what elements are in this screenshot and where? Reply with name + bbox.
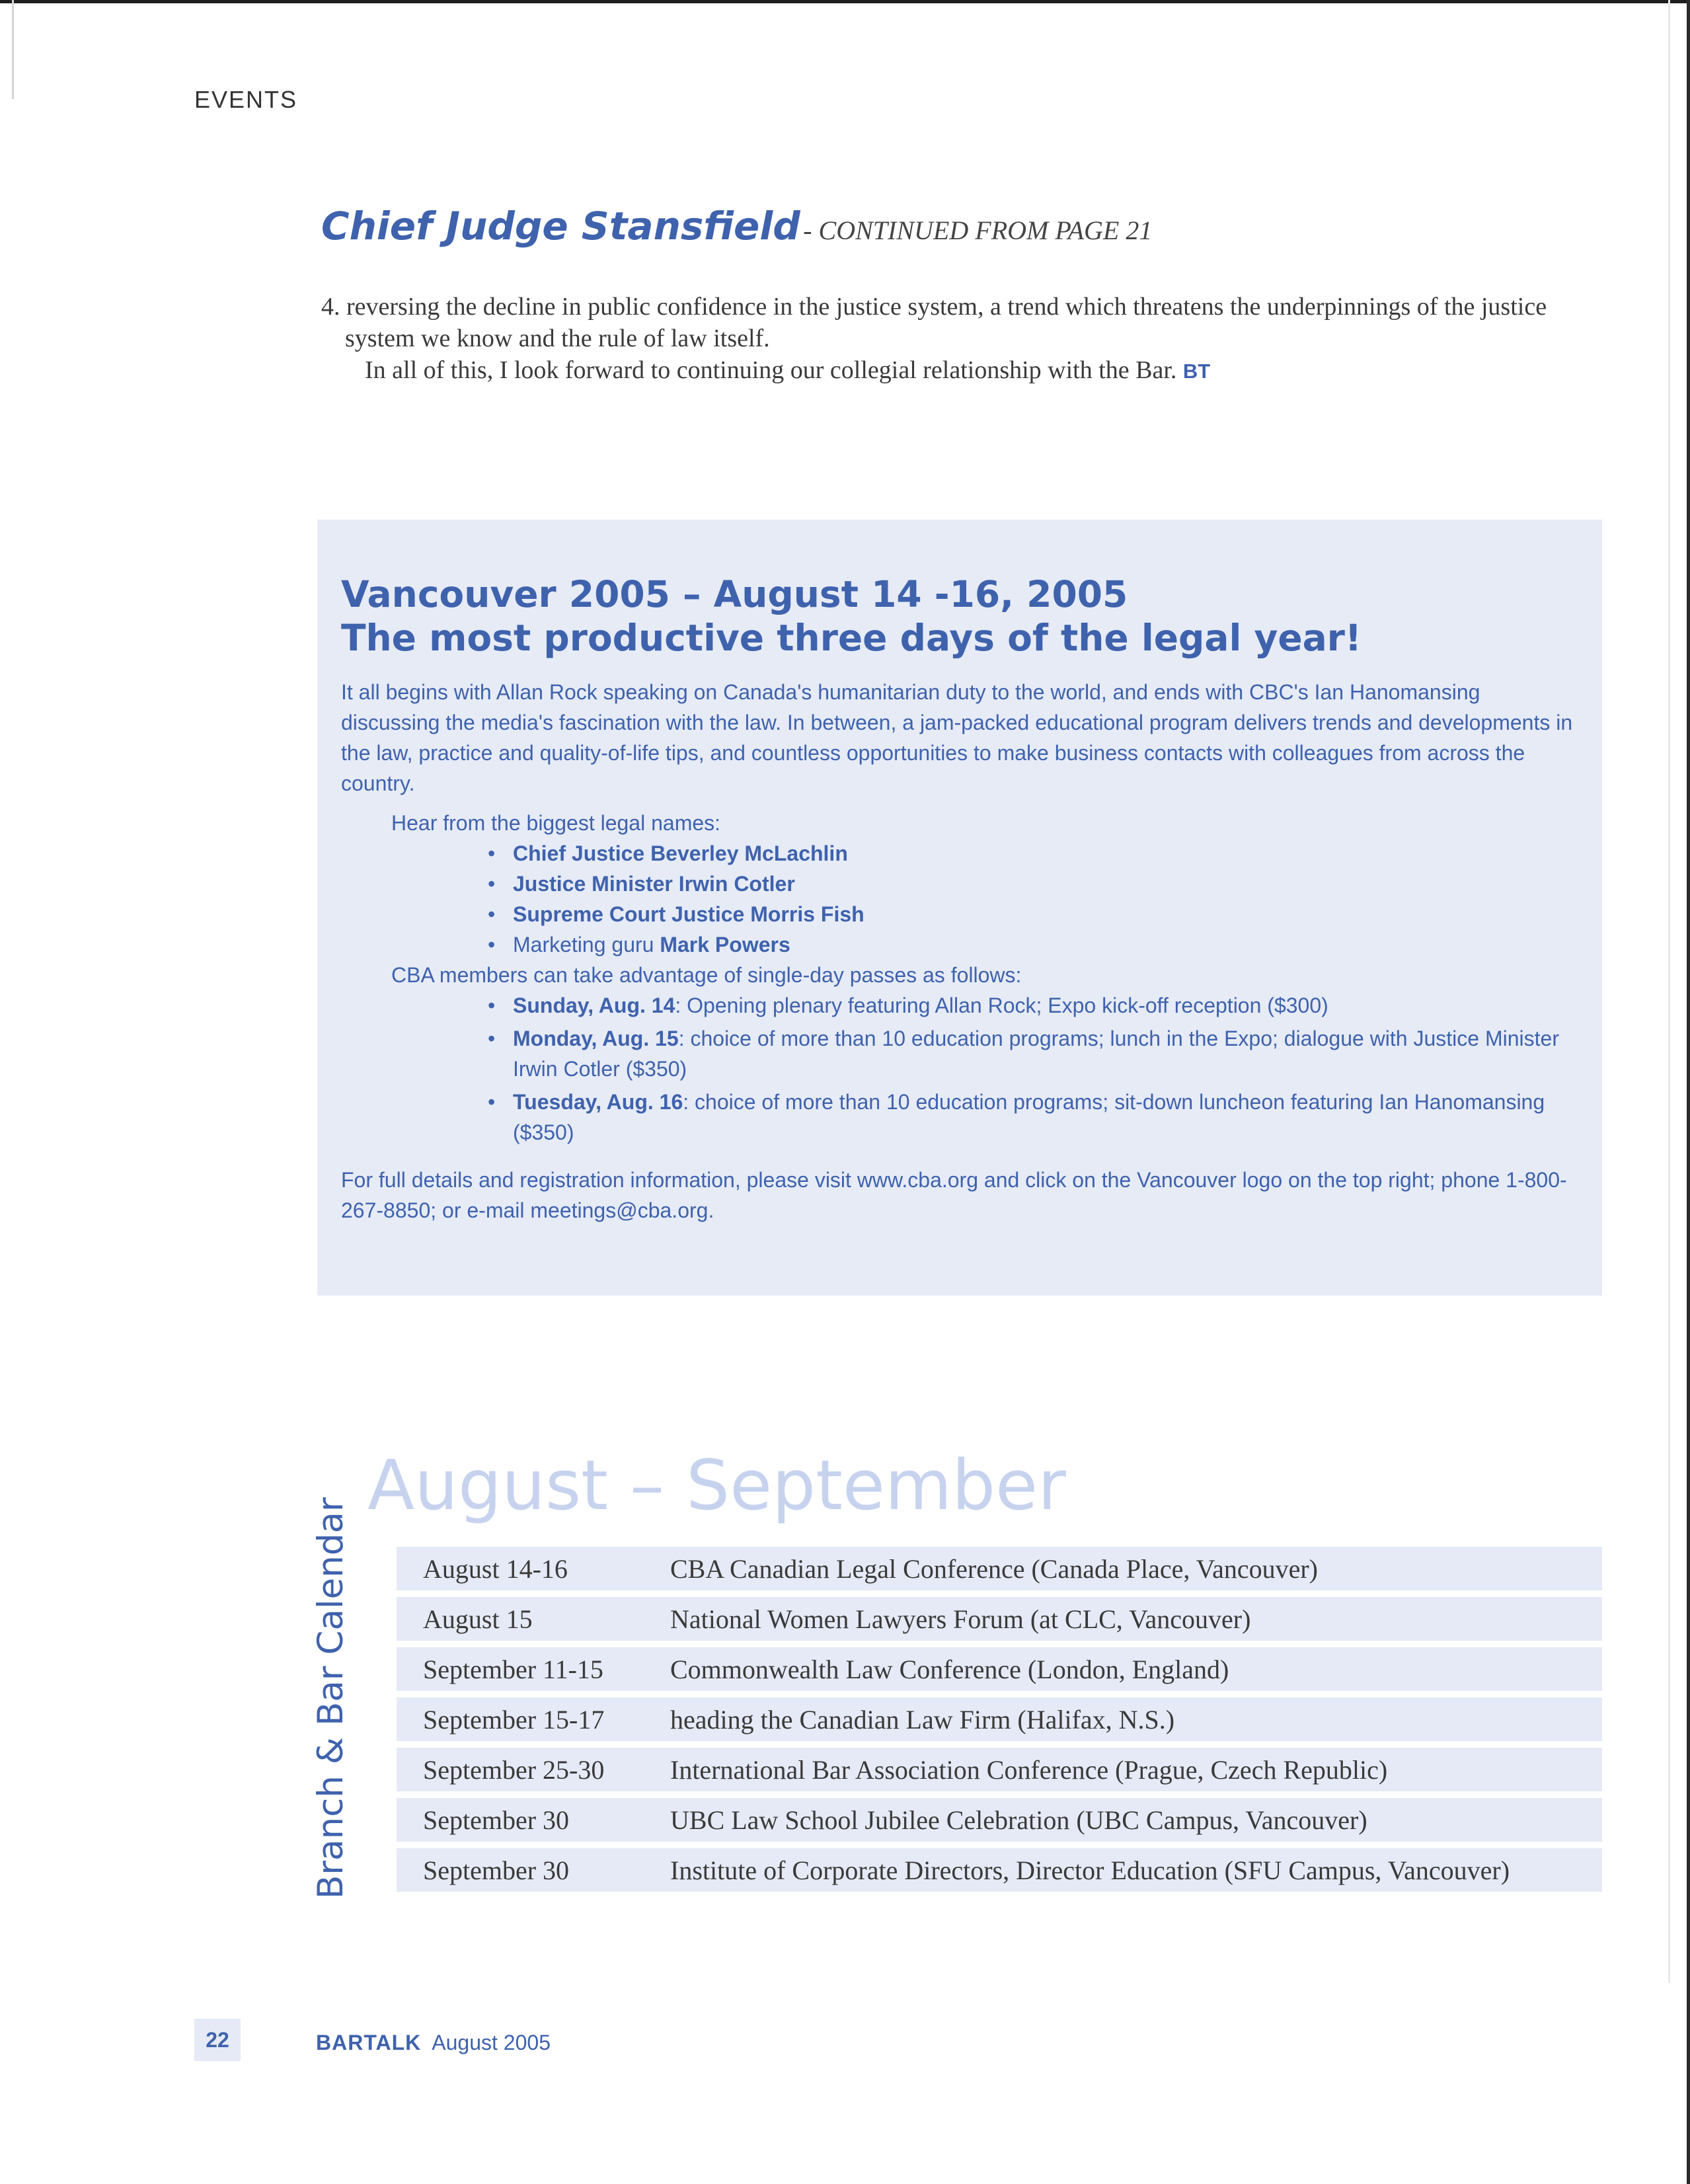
table-row <box>397 1597 1602 1641</box>
speaker-name: Chief Justice Beverley McLachlin <box>513 841 848 865</box>
event-date: August 14-16 <box>423 1554 568 1584</box>
article-title <box>321 204 1152 249</box>
scan-edge-right <box>1687 0 1690 2184</box>
event-date: August 15 <box>423 1604 533 1634</box>
calendar-side-title <box>311 1497 357 1945</box>
list-item <box>490 990 1584 1021</box>
table-row <box>397 1697 1602 1741</box>
calendar-side-title-text: Branch & Bar Calendar <box>311 1497 351 1899</box>
conference-intro: It all begins with Allan Rock speaking on Canada's humanitarian duty to the world, and ends with CBC's Ian Hanomansing discussing the media's fascination with the law. In between, a jam-packed educational program delivers trends and developments in the law, practice and quality-of-life tips, and countless opportunities to make business contacts with colleagues from across the country. <box>341 680 1573 795</box>
pass-day: Tuesday, Aug. 16 <box>513 1090 683 1114</box>
event-name: CBA Canadian Legal Conference (Canada Place, Vancouver) <box>670 1554 1318 1584</box>
article-continued-note: - CONTINUED FROM PAGE 21 <box>803 215 1153 245</box>
conference-title-line-2: The most productive three days of the legal year! <box>341 617 1362 659</box>
bullet-icon: • <box>488 994 496 1017</box>
event-name: Commonwealth Law Conference (London, England) <box>670 1655 1229 1684</box>
list-item <box>490 869 1584 899</box>
calendar-heading: August – September <box>367 1445 1066 1526</box>
event-name: heading the Canadian Law Firm (Halifax, N.S.) <box>670 1705 1175 1735</box>
speaker-name: Justice Minister Irwin Cotler <box>513 872 795 896</box>
article-paragraph-2 <box>321 354 1617 387</box>
passes-intro: CBA members can take advantage of single-day passes as follows: <box>391 963 1022 987</box>
conference-title-line-1: Vancouver 2005 – August 14 -16, 2005 <box>341 573 1128 615</box>
list-item <box>490 899 1584 929</box>
end-mark: BT <box>1182 360 1211 383</box>
event-date: September 30 <box>423 1855 570 1885</box>
table-row <box>397 1647 1602 1691</box>
event-date: September 25-30 <box>423 1755 605 1785</box>
section-label: EVENTS <box>194 86 298 113</box>
article-body <box>321 291 1617 387</box>
passes-list <box>341 990 1584 1148</box>
bullet-icon: • <box>488 902 496 926</box>
event-date: September 15-17 <box>423 1705 605 1735</box>
event-date: September 11-15 <box>423 1655 603 1684</box>
table-row <box>397 1798 1602 1842</box>
list-item <box>490 929 1584 960</box>
article-title-main: Chief Judge Stansfield <box>321 204 800 249</box>
pass-description: : Opening plenary featuring Allan Rock; Expo kick-off reception ($300) <box>675 994 1328 1017</box>
registration-details: For full details and registration information, please visit www.cba.org and click on the Vancouver logo on the top right; phone 1-800-267-8850; or e-mail meetings@cba.org. <box>341 1168 1567 1222</box>
conference-title <box>341 572 1584 660</box>
scan-edge-left <box>12 0 14 99</box>
speaker-prefix: Marketing guru <box>513 933 660 956</box>
conference-box <box>317 520 1602 1296</box>
bullet-icon: • <box>488 1027 496 1050</box>
pass-description: : choice of more than 10 education programs; sit-down luncheon featuring Ian Hanomansing ($350) <box>513 1090 1545 1144</box>
bullet-icon: • <box>488 872 496 896</box>
article-paragraph-2-text: In all of this, I look forward to continuing our collegial relationship with the Bar. <box>365 356 1177 384</box>
top-rule <box>0 0 1690 3</box>
table-row <box>397 1547 1602 1590</box>
pass-day: Sunday, Aug. 14 <box>513 994 675 1017</box>
event-name: Institute of Corporate Directors, Director Education (SFU Campus, Vancouver) <box>670 1855 1510 1885</box>
speakers-intro: Hear from the biggest legal names: <box>391 811 721 835</box>
pass-day: Monday, Aug. 15 <box>513 1027 679 1050</box>
speaker-name: Supreme Court Justice Morris Fish <box>513 902 864 926</box>
pass-description: : choice of more than 10 education programs; lunch in the Expo; dialogue with Justice Minister Irwin Cotler ($350) <box>513 1027 1559 1081</box>
list-item <box>490 1087 1584 1148</box>
issue-date: August 2005 <box>432 2031 551 2054</box>
publication-name: BARTALK <box>316 2031 422 2054</box>
speakers-list <box>341 838 1584 960</box>
bullet-icon: • <box>488 1090 496 1114</box>
calendar-table <box>397 1547 1602 1898</box>
list-item <box>490 838 1584 869</box>
event-name: National Women Lawyers Forum (at CLC, Vancouver) <box>670 1604 1251 1634</box>
footer <box>316 2031 551 2055</box>
article-paragraph-1: 4. reversing the decline in public confidence in the justice system, a trend which threatens the underpinnings of the justice system we know and the rule of law itself. <box>321 293 1547 352</box>
event-date: September 30 <box>423 1805 570 1835</box>
list-item <box>490 1023 1584 1084</box>
event-name: UBC Law School Jubilee Celebration (UBC Campus, Vancouver) <box>670 1805 1367 1835</box>
page-number: 22 <box>194 2019 241 2061</box>
speaker-name: Mark Powers <box>660 933 790 956</box>
bullet-icon: • <box>488 933 496 956</box>
bullet-icon: • <box>488 841 496 865</box>
event-name: International Bar Association Conference (Prague, Czech Republic) <box>670 1755 1388 1785</box>
table-row <box>397 1748 1602 1791</box>
conference-content <box>341 572 1584 1226</box>
scan-edge-right-shadow <box>1668 0 1670 1983</box>
table-row <box>397 1848 1602 1892</box>
